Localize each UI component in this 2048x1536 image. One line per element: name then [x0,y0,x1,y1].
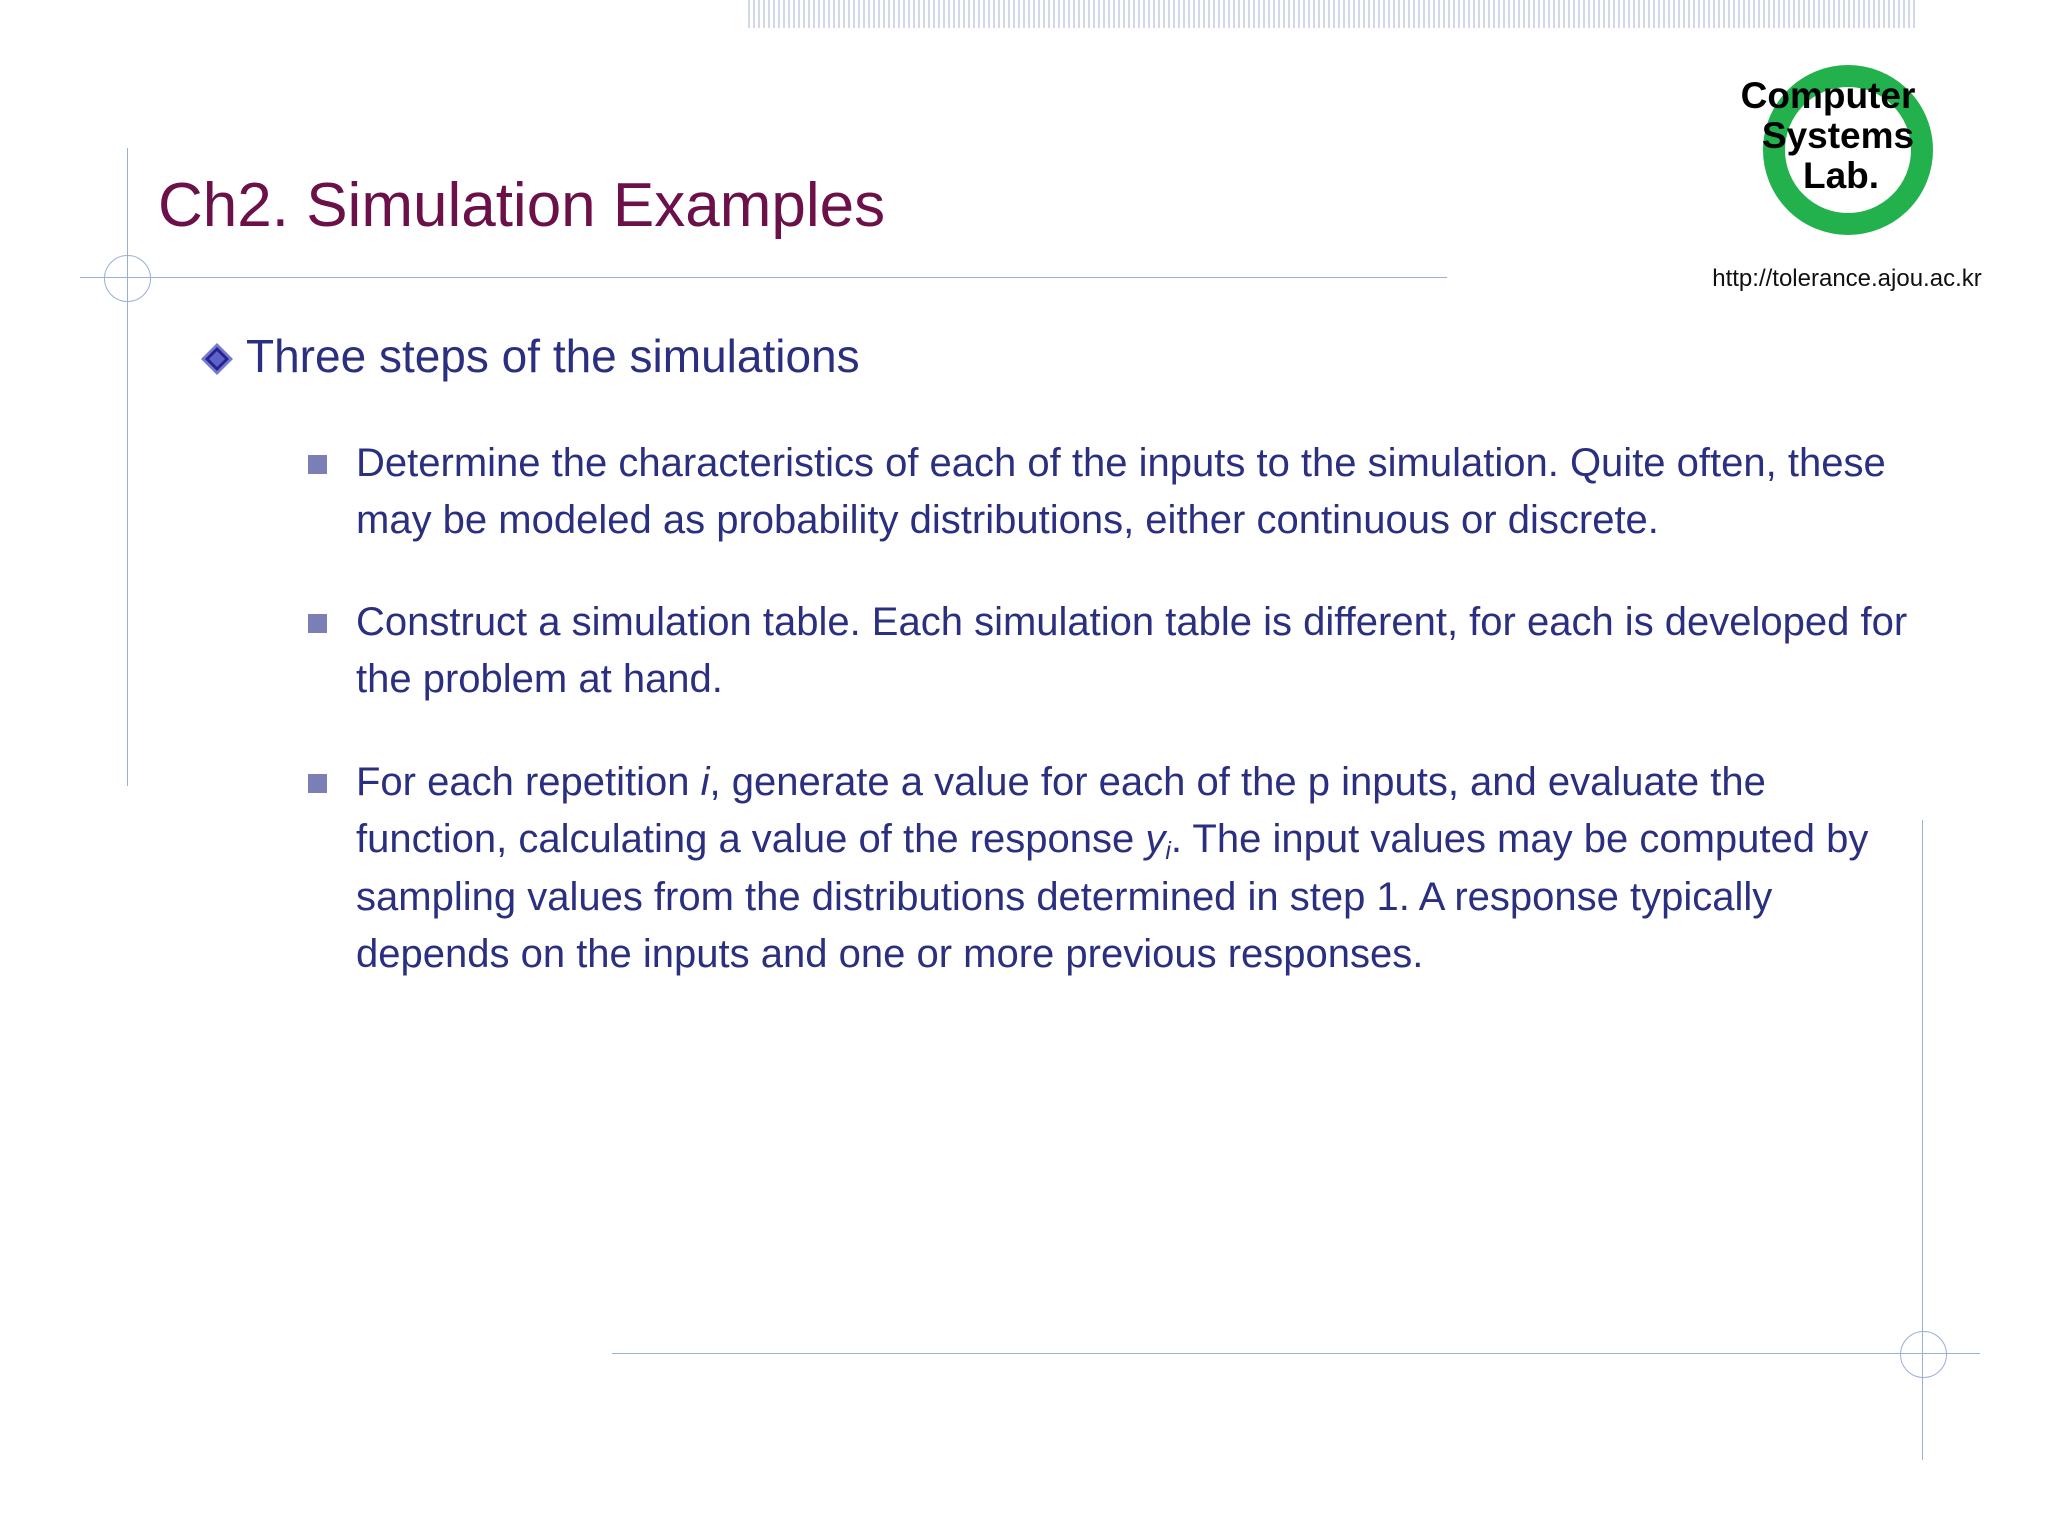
level2-bullet-text-rich: For each repetition i, generate a value for each of the p inputs, and evaluate the function, calculating a value of the response $y_i$. The input values may be computed by sampling values from the distributions determined in step 1. A response typically depends on the inputs and one or more previous responses. [356,760,1869,976]
level1-bullet-text: Three steps of the simulations [246,330,860,382]
level2-bullet-list [308,435,1920,983]
square-bullet-icon [308,754,356,793]
level2-bullet-text: Construct a simulation table. Each simulation table is different, for each is developed for the problem at hand. [356,600,1908,702]
page-title: Ch2. Simulation Examples [158,171,886,240]
level2-bullet-text: Determine the characteristics of each of the inputs to the simulation. Quite often, these may be modeled as probability distributions, either continuous or discrete. [356,440,1886,542]
computer-systems-lab-logo [1698,60,1968,240]
svg-text:Lab.: Lab. [1802,155,1880,196]
title-circle-decoration [104,255,151,302]
top-decorative-bar [748,0,1916,28]
list-item [308,754,1920,983]
square-bullet-icon [308,435,356,474]
bottom-circle-decoration [1900,1331,1947,1378]
bottom-rule [612,1353,1980,1354]
svg-text:Computer: Computer [1740,75,1916,116]
svg-text:Systems: Systems [1761,115,1915,156]
level1-bullet-item [200,330,1920,383]
title-underline [80,277,1447,278]
diamond-bullet-icon [200,330,246,376]
slide-body [200,330,1920,1029]
square-bullet-icon [308,594,356,633]
list-item [308,594,1920,708]
left-guide-line [127,148,128,786]
list-item [308,435,1920,549]
lab-url: http://tolerance.ajou.ac.kr [1712,265,1982,292]
